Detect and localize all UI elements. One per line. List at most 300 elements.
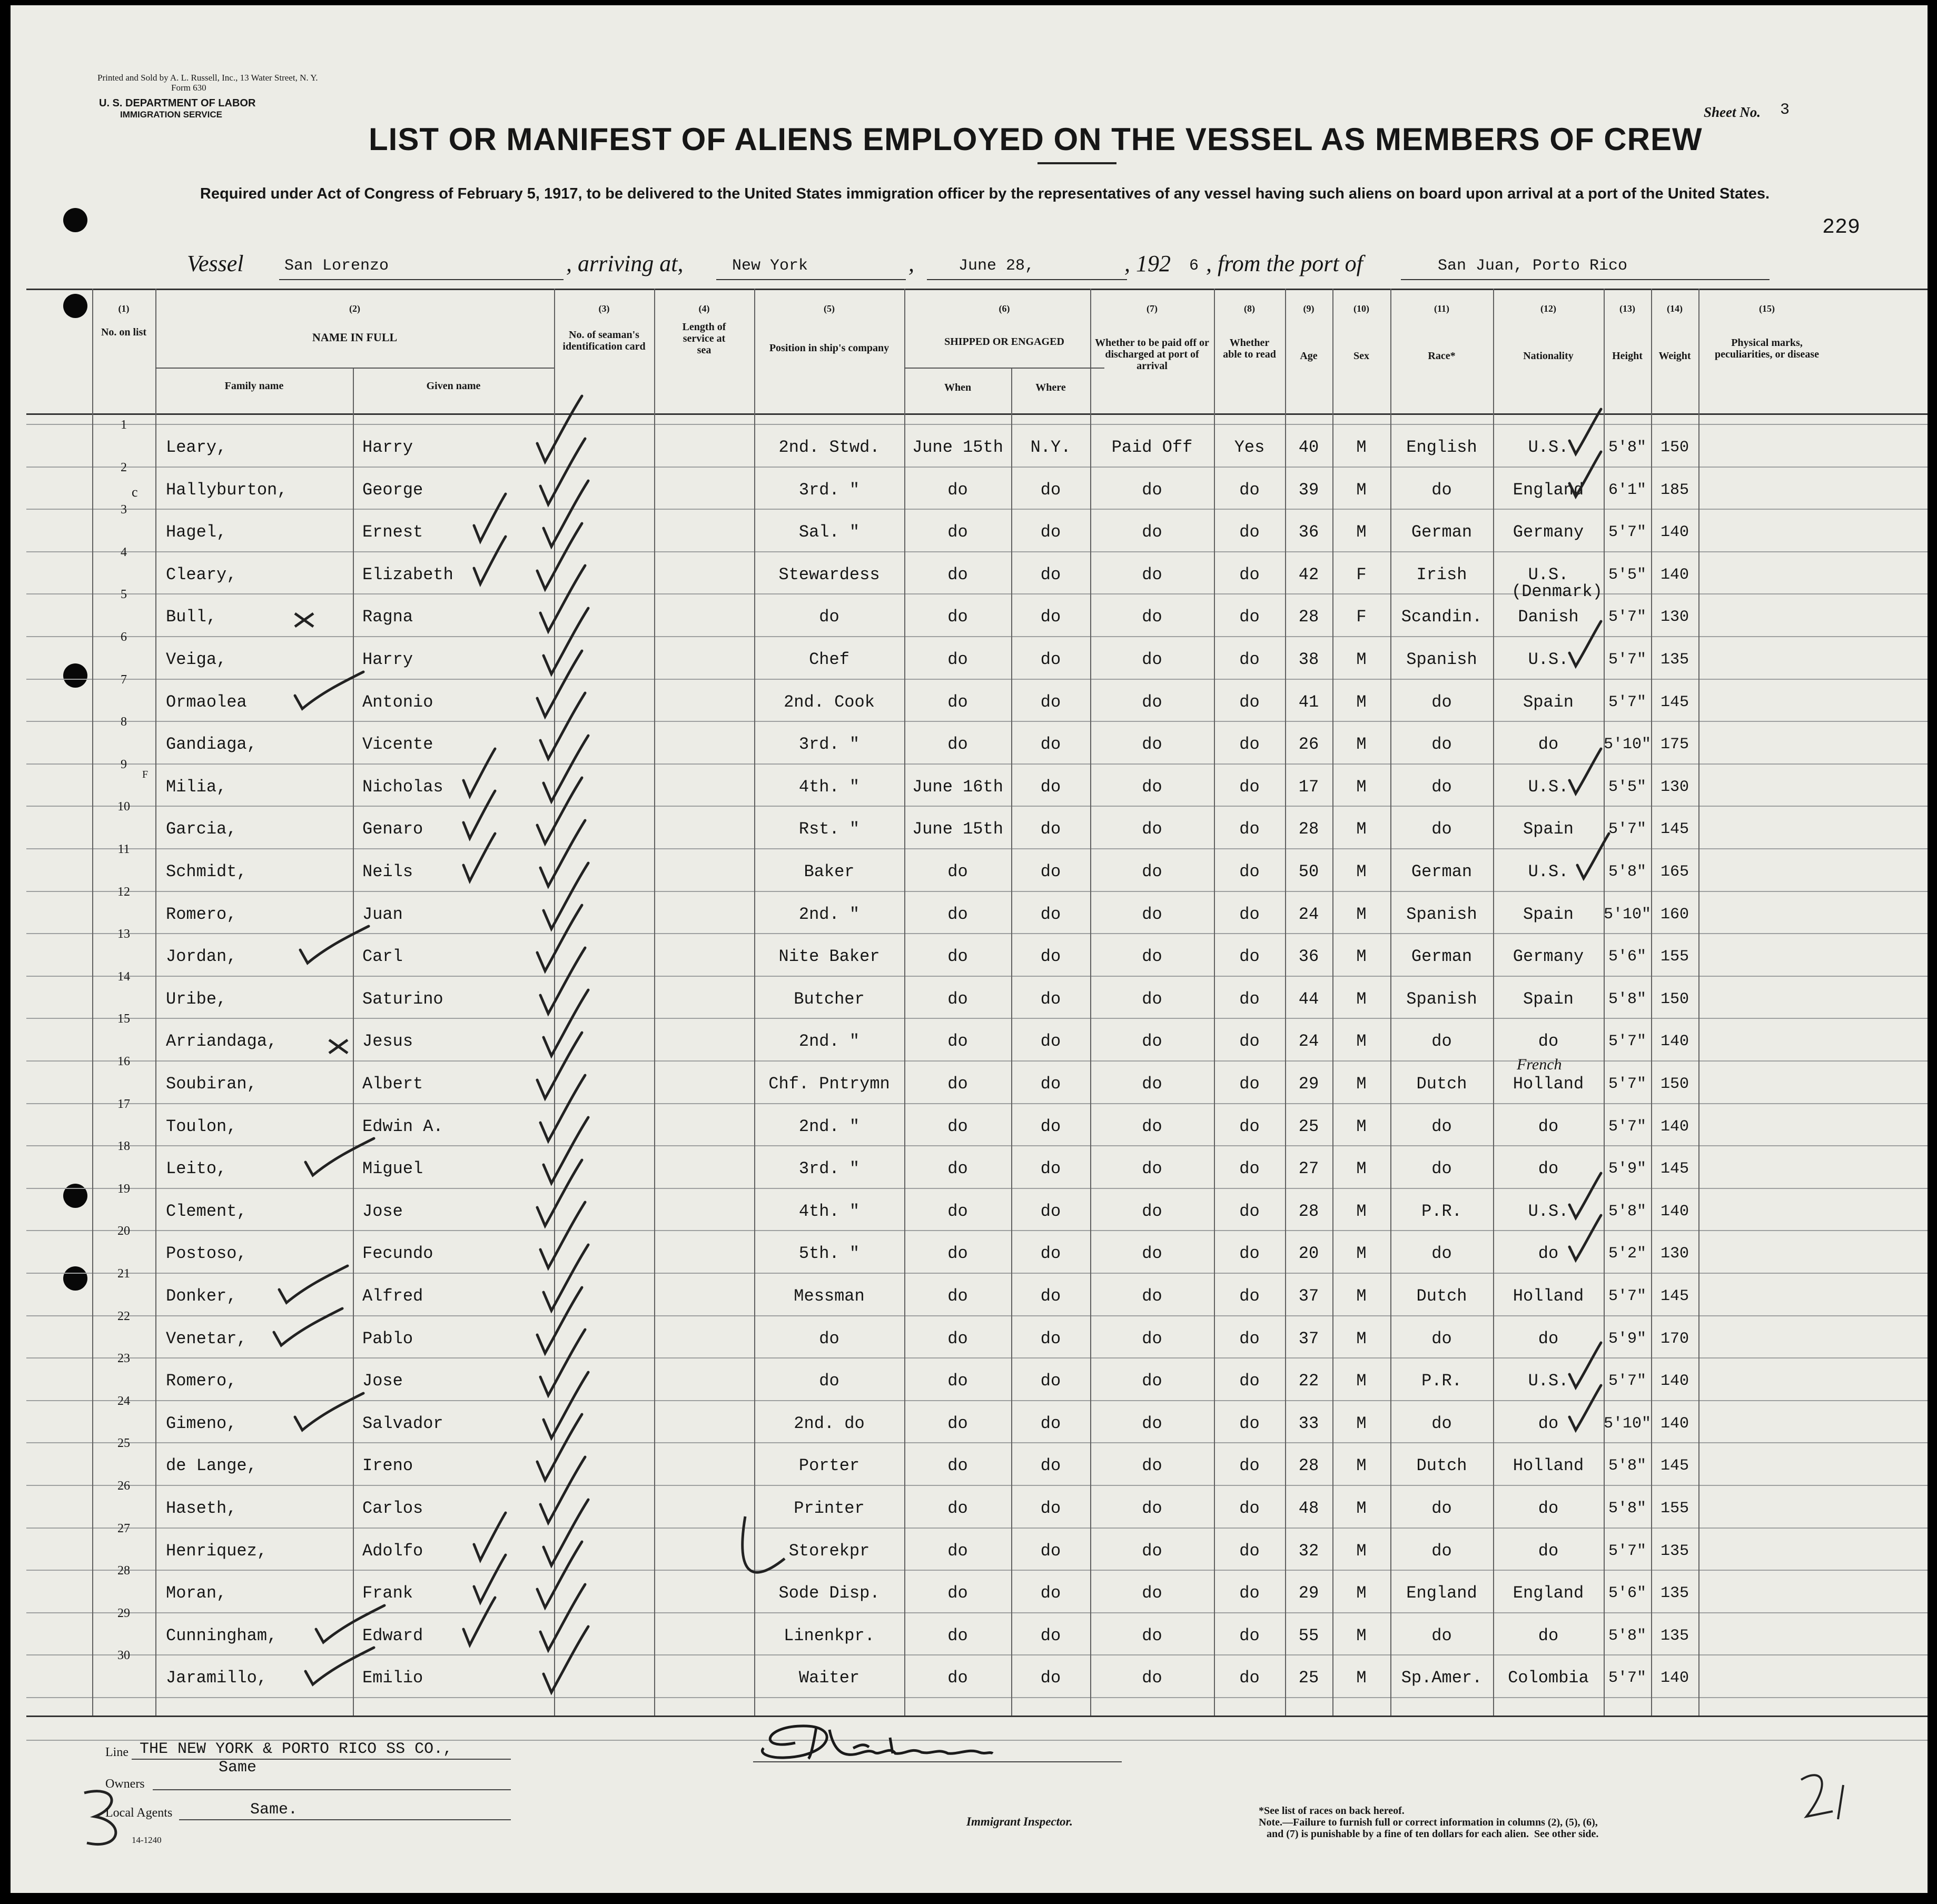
row-number: 25 bbox=[117, 1436, 130, 1450]
cell-nationality: do bbox=[1538, 1626, 1559, 1645]
cell-height: 5'5" bbox=[1608, 566, 1646, 584]
cell-race: German bbox=[1411, 522, 1472, 542]
check-mark bbox=[305, 1138, 374, 1175]
check-mark bbox=[474, 494, 506, 541]
check-mark bbox=[543, 608, 588, 674]
col-4-number: (4) bbox=[698, 303, 710, 314]
cell-position: Baker bbox=[804, 862, 855, 881]
cell-nationality: England bbox=[1513, 1583, 1584, 1603]
cell-family-name: Milia, bbox=[166, 777, 227, 797]
cell-shipped-where: do bbox=[1040, 1541, 1061, 1561]
cell-shipped-when: do bbox=[947, 947, 968, 966]
cell-height: 5'10" bbox=[1604, 906, 1652, 924]
cell-race: do bbox=[1431, 1541, 1452, 1561]
row-number: 1 bbox=[121, 418, 127, 432]
row-number: 7 bbox=[121, 673, 127, 687]
cell-race: Dutch bbox=[1416, 1074, 1467, 1094]
cell-shipped-where: do bbox=[1040, 1286, 1061, 1306]
cell-height: 5'7" bbox=[1608, 1542, 1646, 1560]
cell-given-name: Genaro bbox=[362, 819, 423, 839]
cell-family-name: Gimeno, bbox=[166, 1414, 237, 1433]
cell-able-to-read: do bbox=[1239, 735, 1260, 754]
page-tally-mark bbox=[1801, 1775, 1843, 1819]
cell-height: 5'7" bbox=[1608, 1372, 1646, 1390]
cell-race: do bbox=[1431, 1499, 1452, 1518]
cell-race: P.R. bbox=[1421, 1202, 1462, 1221]
row-number: 4 bbox=[121, 546, 127, 559]
cell-family-name: Moran, bbox=[166, 1583, 227, 1603]
vessel-label: Vessel bbox=[187, 251, 244, 276]
agents-label: Local Agents bbox=[105, 1806, 173, 1820]
row-number: 23 bbox=[117, 1352, 130, 1365]
cell-family-name: Hallyburton, bbox=[166, 480, 288, 500]
cell-paid-off: do bbox=[1142, 1371, 1162, 1391]
cell-given-name: Carlos bbox=[362, 1499, 423, 1518]
cell-height: 5'7" bbox=[1608, 1033, 1646, 1050]
cell-race: Spanish bbox=[1406, 905, 1477, 924]
agents-value: Same. bbox=[250, 1801, 298, 1819]
cell-age: 27 bbox=[1298, 1159, 1319, 1178]
cell-weight: 150 bbox=[1660, 990, 1689, 1008]
cell-sex: M bbox=[1356, 1074, 1367, 1094]
cell-sex: M bbox=[1356, 1202, 1367, 1221]
cell-family-name: Haseth, bbox=[166, 1499, 237, 1518]
cell-shipped-when: do bbox=[947, 692, 968, 712]
cell-given-name: Fecundo bbox=[362, 1244, 433, 1263]
cell-position: 2nd. " bbox=[798, 1032, 860, 1051]
check-mark bbox=[540, 948, 585, 1014]
page-number: 229 bbox=[1822, 216, 1861, 240]
cell-position: Nite Baker bbox=[778, 947, 880, 966]
cell-race: do bbox=[1431, 1244, 1452, 1263]
cell-able-to-read: do bbox=[1239, 862, 1260, 881]
cell-race: Dutch bbox=[1416, 1286, 1467, 1306]
cell-shipped-where: do bbox=[1040, 947, 1061, 966]
cell-shipped-where: do bbox=[1040, 1159, 1061, 1178]
row-number: 20 bbox=[117, 1224, 130, 1238]
cell-family-name: Donker, bbox=[166, 1286, 237, 1306]
cell-given-name: Miguel bbox=[362, 1159, 423, 1178]
cell-age: 48 bbox=[1298, 1499, 1319, 1518]
cell-given-name: Carl bbox=[362, 947, 403, 966]
cell-height: 5'7" bbox=[1608, 608, 1646, 626]
cell-able-to-read: do bbox=[1239, 607, 1260, 627]
col-11-number: (11) bbox=[1434, 303, 1449, 314]
line-company: THE NEW YORK & PORTO RICO SS CO., bbox=[140, 1740, 453, 1758]
cell-paid-off: do bbox=[1142, 1541, 1162, 1561]
cell-height: 5'5" bbox=[1608, 778, 1646, 796]
cell-nationality: do bbox=[1538, 1244, 1559, 1263]
x-mark bbox=[329, 1040, 348, 1053]
cell-race: England bbox=[1406, 1583, 1477, 1603]
cell-shipped-when: do bbox=[947, 862, 968, 881]
cell-sex: M bbox=[1356, 1583, 1367, 1603]
cell-given-name: Emilio bbox=[362, 1668, 423, 1688]
check-mark bbox=[300, 926, 369, 963]
check-mark bbox=[540, 693, 585, 759]
cell-able-to-read: do bbox=[1239, 1499, 1260, 1518]
cell-position: Porter bbox=[798, 1456, 860, 1475]
col-2-header: NAME IN FULL bbox=[312, 331, 398, 344]
cell-nationality: Spain bbox=[1523, 905, 1574, 924]
cell-age: 24 bbox=[1298, 1032, 1319, 1051]
cell-height: 5'9" bbox=[1608, 1330, 1646, 1348]
cell-position: Chef bbox=[809, 650, 849, 669]
cell-shipped-when: do bbox=[947, 1074, 968, 1094]
cell-position: Stewardess bbox=[778, 565, 880, 584]
cell-given-name: George bbox=[362, 480, 423, 500]
check-mark bbox=[1569, 1343, 1601, 1387]
cell-race: do bbox=[1431, 735, 1452, 754]
inspector-signature bbox=[737, 1706, 1106, 1769]
check-mark bbox=[543, 1245, 588, 1311]
cell-height: 5'6" bbox=[1608, 948, 1646, 966]
cell-able-to-read: do bbox=[1239, 947, 1260, 966]
cell-given-name: Jose bbox=[362, 1371, 403, 1391]
cell-paid-off: do bbox=[1142, 692, 1162, 712]
cell-family-name: Venetar, bbox=[166, 1329, 247, 1348]
cell-sex: M bbox=[1356, 1159, 1367, 1178]
cell-age: 20 bbox=[1298, 1244, 1319, 1263]
cell-paid-off: do bbox=[1142, 480, 1162, 500]
cell-able-to-read: do bbox=[1239, 1583, 1260, 1603]
row-number: 3 bbox=[121, 503, 127, 517]
cell-weight: 160 bbox=[1660, 906, 1689, 924]
cell-family-name: Cunningham, bbox=[166, 1626, 278, 1645]
cell-shipped-when: do bbox=[947, 989, 968, 1009]
cell-race: do bbox=[1431, 1159, 1452, 1178]
cell-paid-off: do bbox=[1142, 862, 1162, 881]
cell-shipped-where: do bbox=[1040, 819, 1061, 839]
cell-sex: M bbox=[1356, 1668, 1367, 1688]
cell-able-to-read: do bbox=[1239, 777, 1260, 797]
cell-shipped-when: June 16th bbox=[912, 777, 1003, 797]
cell-paid-off: do bbox=[1142, 1626, 1162, 1645]
cell-weight: 130 bbox=[1660, 1245, 1689, 1263]
check-mark bbox=[543, 1627, 588, 1692]
cell-able-to-read: do bbox=[1239, 692, 1260, 712]
check-mark bbox=[540, 1202, 585, 1268]
cell-shipped-when: do bbox=[947, 905, 968, 924]
cell-age: 26 bbox=[1298, 735, 1319, 754]
cell-height: 5'6" bbox=[1608, 1584, 1646, 1602]
check-mark bbox=[540, 1584, 585, 1650]
year-prefix: , 192 bbox=[1124, 251, 1171, 276]
cell-paid-off: do bbox=[1142, 989, 1162, 1009]
col-9-number: (9) bbox=[1303, 303, 1315, 314]
cell-paid-off: do bbox=[1142, 1456, 1162, 1475]
cell-weight: 140 bbox=[1660, 1203, 1689, 1221]
cell-shipped-when: do bbox=[947, 1668, 968, 1688]
cell-weight: 140 bbox=[1660, 1415, 1689, 1433]
cell-race: Spanish bbox=[1406, 989, 1477, 1009]
cell-nationality: Germany bbox=[1513, 522, 1584, 542]
cell-paid-off: do bbox=[1142, 565, 1162, 584]
cell-position: Chf. Pntrymn bbox=[768, 1074, 890, 1094]
check-mark bbox=[540, 566, 585, 631]
col-3-number: (3) bbox=[598, 303, 610, 314]
cell-shipped-when: do bbox=[947, 1456, 968, 1475]
cell-age: 44 bbox=[1298, 989, 1319, 1009]
cell-shipped-when: do bbox=[947, 1202, 968, 1221]
cell-paid-off: do bbox=[1142, 1583, 1162, 1603]
cell-race: do bbox=[1431, 480, 1452, 500]
cell-age: 32 bbox=[1298, 1541, 1319, 1561]
line-underline bbox=[132, 1759, 511, 1760]
form-number: Form 630 bbox=[171, 83, 206, 93]
col-2-number: (2) bbox=[349, 303, 360, 314]
cell-age: 22 bbox=[1298, 1371, 1319, 1391]
cell-family-name: Henriquez, bbox=[166, 1541, 268, 1561]
check-mark bbox=[543, 481, 588, 547]
footer-note: *See list of races on back hereof. Note.—Failure to furnish full or correct information in columns (2), (5), (6), and (7) is punishable by a fine of ten dollars for each alien. See other side. bbox=[1259, 1805, 1599, 1840]
cell-given-name: Ireno bbox=[362, 1456, 413, 1475]
cell-able-to-read: do bbox=[1239, 1117, 1260, 1136]
cell-sex: M bbox=[1356, 1499, 1367, 1518]
cell-age: 29 bbox=[1298, 1074, 1319, 1094]
cell-height: 5'8" bbox=[1608, 1203, 1646, 1221]
cell-paid-off: do bbox=[1142, 1074, 1162, 1094]
cell-given-name: Harry bbox=[362, 650, 413, 669]
cell-shipped-when: do bbox=[947, 1583, 968, 1603]
cell-given-name: Salvador bbox=[362, 1414, 443, 1433]
cell-given-name: Nicholas bbox=[362, 777, 443, 797]
cell-given-name: Harry bbox=[362, 438, 413, 457]
col-10-header: Sex bbox=[1353, 350, 1369, 362]
cell-age: 25 bbox=[1298, 1117, 1319, 1136]
cell-able-to-read: do bbox=[1239, 1329, 1260, 1348]
cell-nationality: do bbox=[1538, 1032, 1559, 1051]
cell-shipped-when: do bbox=[947, 607, 968, 627]
cell-shipped-where: do bbox=[1040, 1626, 1061, 1645]
row-number: 10 bbox=[117, 800, 130, 814]
cell-given-name: Albert bbox=[362, 1074, 423, 1094]
cell-shipped-where: do bbox=[1040, 650, 1061, 669]
col-13-number: (13) bbox=[1619, 303, 1635, 314]
cell-age: 17 bbox=[1298, 777, 1319, 797]
cell-weight: 130 bbox=[1660, 778, 1689, 796]
check-mark bbox=[540, 1075, 585, 1141]
cell-shipped-when: do bbox=[947, 480, 968, 500]
cell-given-name: Jesus bbox=[362, 1032, 413, 1051]
cell-nationality: Spain bbox=[1523, 989, 1574, 1009]
cell-sex: F bbox=[1356, 565, 1367, 584]
col-7-header: Whether to be paid off or discharged at port of arrival bbox=[1095, 337, 1209, 372]
cell-paid-off: do bbox=[1142, 819, 1162, 839]
inspector-label: Immigrant Inspector. bbox=[966, 1815, 1073, 1828]
check-mark bbox=[1569, 452, 1601, 497]
col-1-header: No. on list bbox=[101, 326, 147, 338]
cell-shipped-where: do bbox=[1040, 1499, 1061, 1518]
cell-nationality: Holland bbox=[1513, 1456, 1584, 1475]
check-mark bbox=[543, 863, 588, 929]
cell-position: do bbox=[819, 1329, 839, 1348]
cell-family-name: Bull, bbox=[166, 607, 217, 627]
col-6b-header: Where bbox=[1035, 382, 1066, 393]
cell-nationality: do bbox=[1538, 1499, 1559, 1518]
cell-shipped-where: do bbox=[1040, 1583, 1061, 1603]
cell-paid-off: do bbox=[1142, 1202, 1162, 1221]
cell-weight: 140 bbox=[1660, 1372, 1689, 1390]
cell-shipped-where: do bbox=[1040, 989, 1061, 1009]
col-2a-header: Family name bbox=[224, 380, 284, 392]
check-mark bbox=[543, 990, 588, 1056]
cell-shipped-when: do bbox=[947, 1244, 968, 1263]
cell-given-name: Alfred bbox=[362, 1286, 423, 1306]
cell-nationality: do bbox=[1538, 1329, 1559, 1348]
cell-age: 37 bbox=[1298, 1286, 1319, 1306]
check-mark bbox=[474, 1555, 506, 1602]
cell-sex: M bbox=[1356, 1032, 1367, 1051]
cell-nationality: Colombia bbox=[1508, 1668, 1589, 1688]
cell-able-to-read: do bbox=[1239, 819, 1260, 839]
cell-height: 5'7" bbox=[1608, 1669, 1646, 1687]
cell-nationality: do bbox=[1538, 1117, 1559, 1136]
cell-height: 5'7" bbox=[1608, 820, 1646, 838]
cell-weight: 175 bbox=[1660, 736, 1689, 753]
cell-shipped-when: do bbox=[947, 1541, 968, 1561]
cell-shipped-where: do bbox=[1040, 1117, 1061, 1136]
cell-shipped-where: do bbox=[1040, 1371, 1061, 1391]
cell-able-to-read: Yes bbox=[1234, 438, 1265, 457]
cell-weight: 135 bbox=[1660, 651, 1689, 669]
cell-given-name: Pablo bbox=[362, 1329, 413, 1348]
check-mark bbox=[543, 1117, 588, 1183]
cell-position: 4th. " bbox=[798, 1202, 860, 1221]
cell-family-name: Soubiran, bbox=[166, 1074, 257, 1094]
check-mark bbox=[305, 1648, 374, 1684]
col-15-number: (15) bbox=[1759, 303, 1775, 314]
cell-shipped-when: do bbox=[947, 565, 968, 584]
cell-shipped-when: June 15th bbox=[912, 438, 1003, 457]
cell-weight: 145 bbox=[1660, 1160, 1689, 1178]
cell-weight: 145 bbox=[1660, 1287, 1689, 1305]
cell-given-name: Frank bbox=[362, 1583, 413, 1603]
cell-shipped-where: do bbox=[1040, 1202, 1061, 1221]
cell-race: do bbox=[1431, 777, 1452, 797]
row-number: 8 bbox=[121, 715, 127, 729]
cell-height: 5'7" bbox=[1608, 693, 1646, 711]
manifest-page: Printed and Sold by A. L. Russell, Inc., 13 Water Street, N. Y. Form 630 U. S. DEPARTMENT OF LABOR IMMIGRATION SERVICE Sheet No. 3 LIST OR MANIFEST OF ALIENS EMPLOYED ON THE VESSEL AS MEMBERS OF CREW Required under Act of Congress of February 5, 1917, to be delivered to the United States immigration officer by the representatives of any vessel having such aliens on board upon arrival at a port of the United States. 229 Vessel San Lorenzo , arriving at, New York , June 28, , 192 6 , from the port of San Juan, Porto Rico (1) No. on list (2) NAME IN FULL Family name Given name (3) No. of seaman's identification card (4) Length of service at sea (5) Position in ship's company (6) SHIPPED OR ENGAGED When Where (7) Whether to be paid off or discharged at port of arrival (8) Whether able to read (9) Age (10) Sex (11) Race* (12) Nationality (13) Height (14) Weight (15) Physical marks, peculiarities, or disease 1 Leary, Harry 2nd. Stwd. June 15th N.Y. Paid Off Yes 40 M English U.S. 5'8" 150 2 Hallyburton, George 3rd. " do do do do 39 M do England 6'1" 185 3 Hagel, Ernest Sal. " do do do do 36 M German Germany 5'7" 140 4 Cleary, Elizabeth Stewardess do do do do 42 F Irish U.S. 5'5" 140 5 Bull, Ragna do do do do do 28 F Scandin. Danish 5'7" 130 6 Veiga, Harry Chef do do do do 38 M Spanish U.S. 5'7" 135 7 Ormaolea Antonio 2nd. Cook do do do do 41 M do Spain 5'7" 145 8 Gandiaga, Vicente 3rd. " do do do do 26 M do do 5'10" 175 9 Milia, Nicholas 4th. " June 16th do do do 17 M do U.S. 5'5" 130 10 Garcia, Genaro Rst. " June 15th do do do 28 M do Spain 5'7" 145 11 Schmidt, Neils Baker do do do do 50 M German U.S. 5'8" 165 12 Romero, Juan 2nd. " do do do do 24 M Spanish Spain 5'10" 160 13 Jordan, Carl Nite Baker do do do do 36 M German Germany 5'6" 155 14 Uribe, Saturino Butcher do do do do 44 M Spanish Spain 5'8" 150 15 Arriandaga, Jesus 2nd. " do do do do 24 M do do 5'7" 140 16 Soubiran, Albert Chf. Pntrymn do do do do 29 M Dutch Holland 5'7" 150 17 Toulon, Edwin A. 2nd. " do do do do 25 M do do 5'7" 140 18 Leito, Miguel 3rd. " do do do do 27 M do do 5'9" 145 19 Clement, Jose 4th. " do do do do 28 M P.R. U.S. 5'8" 140 20 Postoso, Fecundo 5th. " do do do do 20 M do do 5'2" 130 21 Donker, Alfred Messman do do do do 37 M Dutch Holland 5'7" 145 22 Venetar, Pablo do do do do do 37 M do do 5'9" 170 23 Romero, Jose do do do do do 22 M P.R. U.S. 5'7" 140 24 Gimeno, Salvador 2nd. do do do do do 33 M do do 5'10" 140 25 de Lange, Ireno Porter do do do do 28 M Dutch Holland 5'8" 145 26 Haseth, Carlos Printer do do do do 48 M do do 5'8" 155 27 Henriquez, Adolfo Storekpr do do do do 32 M do do 5'7" 135 28 Moran, Frank Sode Disp. do do do do 29 M England England 5'6" 135 29 Cunningham, Edward Linenkpr. do do do do 55 M do do 5'8" 135 30 Jaramillo, Emilio Waiter do do do do 25 M Sp.Amer. Colombia 5'7" 140 (Denmark) French c F Line THE NEW YORK & PORTO RICO SS CO., Same Owners Local Agents Same. 14-1240 Immigrant Inspector. *See list of races on back hereof. Note.—Failure to furnish full or correct information in columns (2), (5), (6), and (7) is punishable by a fine of ten dollars for each alien. See other side. bbox=[11, 5, 1928, 1893]
cell-shipped-when: June 15th bbox=[912, 819, 1003, 839]
cell-sex: M bbox=[1356, 1626, 1367, 1645]
cell-family-name: Arriandaga, bbox=[166, 1032, 278, 1051]
col-14-number: (14) bbox=[1667, 303, 1683, 314]
cell-able-to-read: do bbox=[1239, 480, 1260, 500]
cell-age: 36 bbox=[1298, 947, 1319, 966]
check-mark bbox=[295, 1393, 363, 1430]
cell-height: 5'9" bbox=[1608, 1160, 1646, 1178]
col-5-number: (5) bbox=[824, 303, 835, 314]
cell-race: German bbox=[1411, 947, 1472, 966]
cell-shipped-where: do bbox=[1040, 480, 1061, 500]
col-8-header: Whether able to read bbox=[1223, 337, 1276, 360]
cell-nationality: U.S. bbox=[1528, 777, 1569, 797]
col-3-header: No. of seaman's identification card bbox=[562, 329, 646, 352]
cell-position: Linenkpr. bbox=[784, 1626, 875, 1645]
cell-family-name: Schmidt, bbox=[166, 862, 247, 881]
cell-shipped-where: do bbox=[1040, 1668, 1061, 1688]
cell-age: 28 bbox=[1298, 819, 1319, 839]
cell-family-name: Romero, bbox=[166, 1371, 237, 1391]
check-mark bbox=[540, 820, 585, 886]
cell-position: 2nd. do bbox=[794, 1414, 865, 1433]
cell-sex: M bbox=[1356, 1329, 1367, 1348]
row-number: 6 bbox=[121, 630, 127, 644]
col-4-header: Length of service at sea bbox=[682, 321, 726, 356]
cell-nationality: U.S. bbox=[1528, 565, 1569, 584]
cell-age: 38 bbox=[1298, 650, 1319, 669]
cell-nationality: U.S. bbox=[1528, 862, 1569, 881]
cell-weight: 155 bbox=[1660, 948, 1689, 966]
cell-able-to-read: do bbox=[1239, 1414, 1260, 1433]
cell-position: Sode Disp. bbox=[778, 1583, 880, 1603]
cell-able-to-read: do bbox=[1239, 1286, 1260, 1306]
cell-shipped-where: do bbox=[1040, 1414, 1061, 1433]
col-10-number: (10) bbox=[1353, 303, 1369, 314]
cell-position: Butcher bbox=[794, 989, 865, 1009]
col-9-header: Age bbox=[1300, 350, 1318, 362]
cell-able-to-read: do bbox=[1239, 989, 1260, 1009]
cell-able-to-read: do bbox=[1239, 1032, 1260, 1051]
cell-given-name: Neils bbox=[362, 862, 413, 881]
cell-height: 5'7" bbox=[1608, 651, 1646, 669]
col-14-header: Weight bbox=[1658, 350, 1691, 362]
cell-sex: M bbox=[1356, 777, 1367, 797]
cell-weight: 185 bbox=[1660, 481, 1689, 499]
cell-height: 5'8" bbox=[1608, 863, 1646, 881]
cell-given-name: Edward bbox=[362, 1626, 423, 1645]
cell-able-to-read: do bbox=[1239, 522, 1260, 542]
row-number: 30 bbox=[117, 1649, 130, 1662]
row-number: 17 bbox=[117, 1097, 130, 1111]
cell-weight: 140 bbox=[1660, 566, 1689, 584]
cell-shipped-where: do bbox=[1040, 1329, 1061, 1348]
row-number: 14 bbox=[117, 970, 130, 984]
cell-age: 42 bbox=[1298, 565, 1319, 584]
check-mark bbox=[316, 1605, 384, 1642]
col-12-header: Nationality bbox=[1523, 350, 1574, 362]
cell-shipped-when: do bbox=[947, 650, 968, 669]
cell-given-name: Saturino bbox=[362, 989, 443, 1009]
cell-able-to-read: do bbox=[1239, 1371, 1260, 1391]
cell-race: do bbox=[1431, 1329, 1452, 1348]
cell-given-name: Edwin A. bbox=[362, 1117, 443, 1136]
row-number: 9 bbox=[121, 758, 127, 771]
sheet-label: Sheet No. bbox=[1704, 104, 1761, 120]
cell-family-name: Leary, bbox=[166, 438, 227, 457]
cell-age: 39 bbox=[1298, 480, 1319, 500]
cell-race: Dutch bbox=[1416, 1456, 1467, 1475]
cell-paid-off: do bbox=[1142, 777, 1162, 797]
cell-weight: 140 bbox=[1660, 523, 1689, 541]
cell-shipped-where: N.Y. bbox=[1030, 438, 1071, 457]
cell-sex: M bbox=[1356, 692, 1367, 712]
cell-given-name: Antonio bbox=[362, 692, 433, 712]
cell-sex: M bbox=[1356, 1244, 1367, 1263]
cell-position: Printer bbox=[794, 1499, 865, 1518]
cell-weight: 155 bbox=[1660, 1500, 1689, 1518]
cell-race: German bbox=[1411, 862, 1472, 881]
cell-height: 5'2" bbox=[1608, 1245, 1646, 1263]
cell-sex: M bbox=[1356, 1541, 1367, 1561]
row-annotation: F bbox=[142, 769, 149, 780]
col-2b-header: Given name bbox=[426, 380, 481, 392]
cell-position: 4th. " bbox=[798, 777, 860, 797]
cell-paid-off: do bbox=[1142, 1286, 1162, 1306]
page-title: LIST OR MANIFEST OF ALIENS EMPLOYED ON THE VESSEL AS MEMBERS OF CREW bbox=[369, 122, 1703, 157]
cell-weight: 145 bbox=[1660, 1457, 1689, 1475]
